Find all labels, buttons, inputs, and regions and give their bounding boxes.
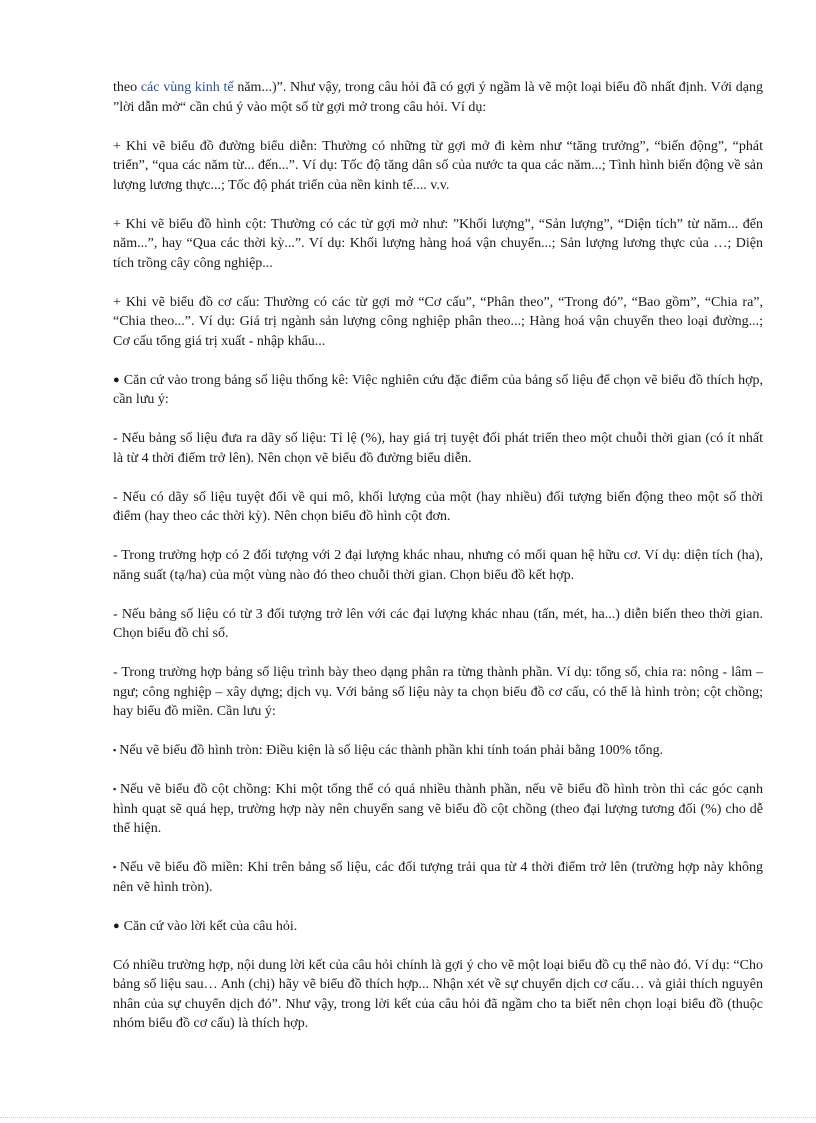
square-item (113, 741, 763, 761)
bullet-icon: ● (113, 919, 120, 932)
section-heading-text: Căn cứ vào lời kết của câu hỏi. (123, 918, 298, 934)
line-chart-paragraph: + Khi vẽ biểu đồ đường biểu diễn: Thường có những từ gợi mở đi kèm như “tăng trưởng”, “biến động”, “phát triển”, “qua các năm từ... đến...”. Ví dụ: Tốc độ tăng dân số của nước ta qua các năm...; Tình hình biến động về sản lượng lương thực...; Tốc độ phát triển của nền kinh tế.... v.v. (113, 138, 763, 193)
dash-item: - Nếu bảng số liệu có từ 3 đối tượng trở lên với các đại lượng khác nhau (tấn, mét, ha...) diễn biến theo thời gian. Chọn biểu đồ chỉ số. (113, 606, 763, 641)
intro-prefix: theo (113, 80, 141, 95)
square-item (113, 780, 763, 839)
dash-item: - Nếu bảng số liệu đưa ra dãy số liệu: Tỉ lệ (%), hay giá trị tuyệt đối phát triển theo một chuỗi thời gian (có ít nhất là từ 4 thời điểm trở lên). Nên chọn vẽ biểu đồ đường biểu diễn. (113, 431, 763, 466)
structure-chart-paragraph: + Khi vẽ biểu đồ cơ cấu: Thường có các từ gợi mở “Cơ cấu”, “Phân theo”, “Trong đó”, “Bao gồm”, “Chia ra”, “Chia theo...”. Ví dụ: Giá trị ngành sản lượng công nghiệp phân theo...; Hàng hoá vận chuyển theo loại đường...; Cơ cấu tổng giá trị xuất - nhập khẩu... (113, 294, 763, 349)
intro-text: năm...)”. Như vậy, trong câu hỏi đã có gợi ý ngầm là vẽ một loại biểu đồ nhất định. Với dạng ”lời dẫn mở“ cần chú ý vào một số từ gợi mở trong câu hỏi. Ví dụ: (113, 80, 763, 115)
square-item-text: Nếu vẽ biểu đồ hình tròn: Điều kiện là số liệu các thành phần khi tính toán phải bằng 100% tổng. (119, 743, 664, 758)
intro-paragraph (113, 78, 763, 117)
page-bottom-divider (0, 1117, 816, 1118)
dash-item: - Trong trường hợp bảng số liệu trình bày theo dạng phân ra từng thành phần. Ví dụ: tổng số, chia ra: nông - lâm – ngư; công nghiệp – xây dựng; dịch vụ. Với bảng số liệu này ta chọn biểu đồ cơ cấu, có thể là hình tròn; cột chồng; hay biểu đồ miền. Cần lưu ý: (113, 665, 763, 719)
dash-item: - Trong trường hợp có 2 đối tượng với 2 đại lượng khác nhau, nhưng có mối quan hệ hữu cơ. Ví dụ: diện tích (ha), năng suất (tạ/ha) của một vùng nào đó theo chuỗi thời gian. Chọn biểu đồ kết hợp. (113, 548, 763, 583)
column-chart-paragraph: + Khi vẽ biểu đồ hình cột: Thường có các từ gợi mở như: ”Khối lượng”, “Sản lượng”, “Diện tích” từ năm... đến năm...”, hay “Qua các thời kỳ...”. Ví dụ: Khối lượng hàng hoá vận chuyển...; Sản lượng lương thực của …; Diện tích trồng cây công nghiệp... (113, 216, 763, 271)
bullet-icon: ● (113, 373, 120, 386)
square-bullet-icon: ▪ (113, 862, 117, 872)
section-heading-text: Căn cứ vào trong bảng số liệu thống kê: Việc nghiên cứu đặc điểm của bảng số liệu để chọn vẽ biểu đồ thích hợp, cần lưu ý: (113, 372, 763, 407)
document-page (113, 78, 763, 1053)
square-bullet-icon: ▪ (113, 784, 117, 794)
square-item (113, 858, 763, 897)
section-heading-data-table (113, 371, 763, 410)
square-item-text: Nếu vẽ biểu đồ miền: Khi trên bảng số liệu, các đối tượng trải qua từ 4 thời điểm trở lên (trường hợp này không nên vẽ hình tròn). (113, 860, 763, 895)
closing-paragraph: Có nhiều trường hợp, nội dung lời kết của câu hỏi chính là gợi ý cho vẽ một loại biểu đồ cụ thể nào đó. Ví dụ: “Cho bảng số liệu sau… Anh (chị) hãy vẽ biểu đồ thích hợp... Nhận xét về sự chuyển dịch cơ cấu… và giải thích nguyên nhân của sự chuyển dịch đó”. Như vậy, trong lời kết của câu hỏi đã ngầm cho ta biết nên chọn loại biểu đồ (thuộc nhóm biểu đồ cơ cấu) là thích hợp. (113, 957, 763, 1031)
vung-kinh-te-link[interactable]: các vùng kinh tế (140, 80, 234, 95)
square-bullet-icon: ▪ (113, 745, 117, 755)
dash-item: - Nếu có dãy số liệu tuyệt đối về qui mô, khối lượng của một (hay nhiều) đối tượng biến động theo một số thời điểm (hay theo các thời kỳ). Nên chọn biểu đồ hình cột đơn. (113, 489, 763, 524)
square-item-text: Nếu vẽ biểu đồ cột chồng: Khi một tổng thể có quá nhiều thành phần, nếu vẽ biểu đồ hình tròn thì các góc cạnh hình quạt sẽ quá hẹp, trường hợp này nên chuyển sang vẽ biểu đồ cột chồng (theo đại lượng tương đối (%) cho dễ thể hiện. (113, 782, 763, 836)
section-heading-conclusion (113, 917, 763, 937)
